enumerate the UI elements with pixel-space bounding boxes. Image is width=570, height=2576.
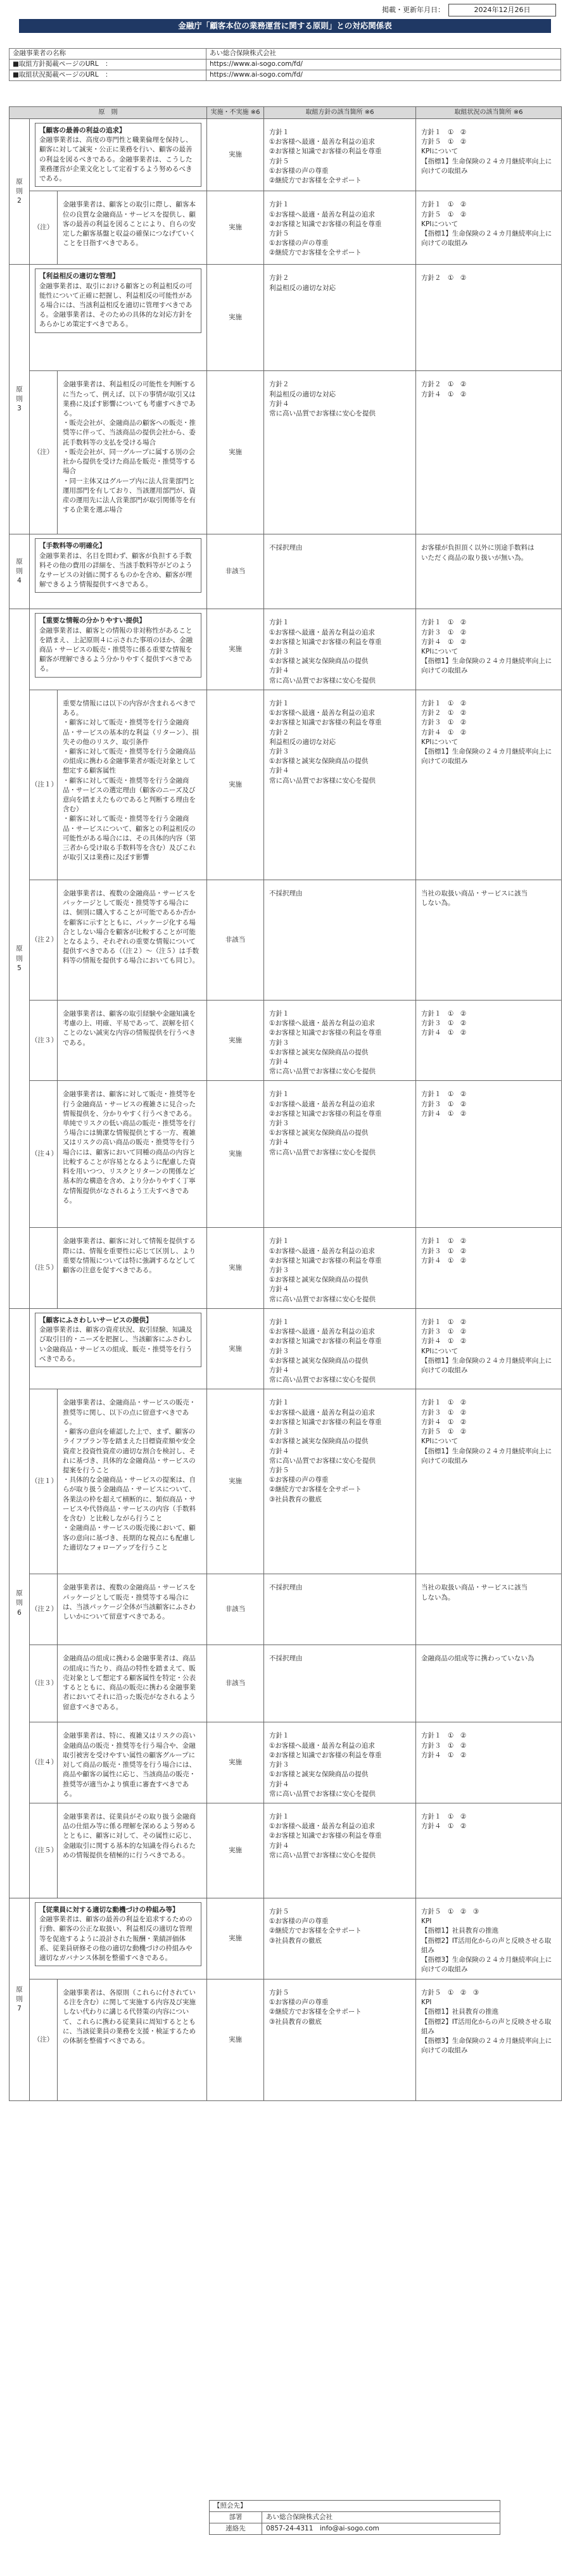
principle-title: 【顧客の最善の利益の追求】: [39, 127, 126, 134]
company-info-table: [9, 48, 561, 81]
dept-value: あい総合保険株式会社: [262, 2512, 500, 2523]
principle-box: [35, 538, 201, 593]
status-reference: 方針１ ① ② 方針３ ① ② 方針４ ① ② KPIについて 【指標1】生命保険の２４カ月継続率向上に向けての取組み: [416, 1308, 562, 1389]
policy-reference: 不採択理由: [264, 880, 416, 1000]
principles-table: [9, 106, 562, 2101]
note-text: 金融事業者は、顧客との取引に際し、顧客本位の良質な金融商品・サービスを提供し、顧客の最善の利益を図ることにより、自らの安定した顧客基盤と収益の確保につなげていくことを目指すべきである。: [58, 191, 207, 265]
principle-body-cell: [30, 609, 207, 690]
principle-row: [10, 371, 562, 534]
note-label: （注１）: [30, 1389, 58, 1574]
header-implementation: 実施・不実施 ※6: [207, 107, 264, 119]
contact-table: [209, 2500, 500, 2535]
principle-row: [10, 880, 562, 1000]
policy-reference: 不採択理由: [264, 1574, 416, 1645]
policy-reference: 不採択理由: [264, 534, 416, 609]
status-reference: 方針１ ① ② 方針３ ① ② 方針４ ① ②: [416, 1228, 562, 1309]
principle-row: [10, 191, 562, 265]
status-reference: 方針１ ① ② 方針５ ① ② KPIについて 【指標1】生命保険の２４カ月継続率向上に向けての取組み: [416, 191, 562, 265]
contact-label: 連絡先: [210, 2523, 262, 2535]
note-text: 金融事業者は、金融商品・サービスの販売・推奨等に関し、以下の点に留意すべきである。 ・顧客の意向を確認した上で、まず、顧客のライフプラン等を踏まえた目標資産額や安全資産と投資性資産の適切な割合を検討し、それに基づき、具体的な金融商品・サービスの提案を行うこと ・具体的な金融商品・サービスの提案は、自らが取り扱う金融商品・サービスについて、各業法の枠を超えて横断的に、類似商品・サービスや代替商品・サービスの内容（手数料を含む）と比較しながら行うこと ・金融商品・サービスの販売後において、顧客の意向に基づき、長期的な視点にも配慮した適切なフォローアップを行うこと: [58, 1389, 207, 1574]
principle-row: [10, 1389, 562, 1574]
implementation-status: 非該当: [207, 1645, 264, 1722]
contact-heading: 【照会先】: [210, 2501, 500, 2512]
principle-box: [35, 123, 201, 187]
implementation-status: 実施: [207, 1898, 264, 1979]
implementation-status: 実施: [207, 119, 264, 191]
note-text: 金融事業者は、従業員がその取り扱う金融商品の仕組み等に係る理解を深めるよう努めるとともに、顧客に対して、その属性に応じ、金融取引に関する基本的な知識を得られるための情報提供を積極的に行うべきである。: [58, 1803, 207, 1898]
note-label: （注４）: [30, 1081, 58, 1228]
status-reference: 方針１ ① ② 方針３ ① ② 方針４ ① ②: [416, 1081, 562, 1228]
principle-row: [10, 1228, 562, 1309]
policy-reference: 不採択理由: [264, 1645, 416, 1722]
note-text: 金融事業者は、特に、複雑又はリスクの高い金融商品の販売・推奨等を行う場合や、金融取引被害を受けやすい属性の顧客グループに対して商品の販売・推奨等を行う場合には、商品や顧客の属性に応じ、当該商品の販売・推奨等が適当かより慎重に審査すべきである。: [58, 1722, 207, 1803]
policy-url-label: ■取組方針掲載ページのURL ：: [10, 60, 206, 70]
status-reference: 金融商品の組成等に携わっていない為: [416, 1645, 562, 1722]
policy-reference: 方針２ 利益相反の適切な対応: [264, 265, 416, 371]
policy-reference: 方針１ ①お客様へ最適・最善な利益の追求 ②お客様と知識でお客様の利益を尊重 方針５ ①お客様の声の尊重 ②継続方でお客様を全サポート: [264, 191, 416, 265]
implementation-status: 実施: [207, 609, 264, 690]
principle-row: [10, 690, 562, 880]
note-text: 金融事業者は、複数の金融商品・サービスをパッケージとして販売・推奨等する場合には、個別に購入することが可能であるか否かを顧客に示すとともに、パッケージ化する場合としない場合を顧客が比較することが可能となるよう、それぞれの重要な情報について提供すべきである（（注２）～（注５）は手数料等の情報を提供する場合においても同じ）。: [58, 880, 207, 1000]
policy-reference: 方針１ ①お客様へ最適・最善な利益の追求 ②お客様と知識でお客様の利益を尊重 方針３ ①お客様と誠実な保険商品の提供 方針４ 常に高い品質でお客様に安心を提供: [264, 1722, 416, 1803]
principle-row: [10, 1574, 562, 1645]
principle-row: [10, 534, 562, 609]
implementation-status: 非該当: [207, 534, 264, 609]
status-reference: 方針１ ① ② 方針３ ① ② 方針４ ① ② 方針５ ① ② KPIについて 【指標1】生命保険の２４カ月継続率向上に向けての取組み: [416, 1389, 562, 1574]
status-reference: 方針１ ① ② 方針３ ① ② 方針４ ① ②: [416, 1722, 562, 1803]
implementation-status: 実施: [207, 265, 264, 371]
principle-row: [10, 1308, 562, 1389]
principle-row: [10, 265, 562, 371]
principle-row: [10, 1081, 562, 1228]
principle-row: [10, 1803, 562, 1898]
policy-reference: 方針１ ①お客様へ最適・最善な利益の追求 ②お客様と知識でお客様の利益を尊重 方針４ 常に高い品質でお客様に安心を提供: [264, 1803, 416, 1898]
implementation-status: 非該当: [207, 880, 264, 1000]
note-text: 金融事業者は、複数の金融商品・サービスをパッケージとして販売・推奨等する場合には、当該パッケージ全体が当該顧客にふさわしいかについて留意すべきである。: [58, 1574, 207, 1645]
status-url-label: ■取組状況掲載ページのURL ：: [10, 70, 206, 81]
principle-box: [35, 1313, 201, 1367]
note-label: （注）: [30, 371, 58, 534]
note-label: （注３）: [30, 1645, 58, 1722]
principle-title: 【重要な情報の分かりやすい提供】: [39, 617, 146, 625]
principle-box: [35, 613, 201, 677]
note-label: （注１）: [30, 690, 58, 880]
implementation-status: 実施: [207, 371, 264, 534]
status-reference: お客様が負担頂く以外に別途手数料は いただく商品の取り扱いが無い為。: [416, 534, 562, 609]
principle-text: 金融事業者は、高度の専門性と職業倫理を保持し、顧客に対して誠実・公正に業務を行い、顧客の最善の利益を図るべきである。金融事業者は、こうした業務運営が企業文化として定着するよう努めるべきである。: [39, 136, 193, 183]
principle-body-cell: [30, 265, 207, 371]
principle-body-cell: [30, 1898, 207, 1979]
policy-reference: 方針１ ①お客様へ最適・最善な利益の追求 ②お客様と知識でお客様の利益を尊重 方針５ ①お客様の声の尊重 ②継続方でお客様を全サポート: [264, 119, 416, 191]
principle-title: 【従業員に対する適切な動機づけの枠組み等】: [39, 1905, 179, 1914]
note-text: 金融事業者は、顧客に対して販売・推奨等を行う金融商品・サービスの複雑さに見合った情報提供を、分かりやすく行うべきである。単純でリスクの低い商品の販売・推奨等を行う場合には簡潔な情報提供とする一方、複雑又はリスクの高い商品の販売・推奨等を行う場合には、顧客において同種の商品の内容と比較することが容易となるように配慮した資料を用いつつ、リスクとリターンの関係など基本的な構造を含め、より分かりやすく丁寧な情報提供がなされるよう工夫すべきである。: [58, 1081, 207, 1228]
principle-text: 金融事業者は、顧客の資産状況、取引経験、知識及び取引目的・ニーズを把握し、当該顧客にふさわしい金融商品・サービスの組成、販売・推奨等を行うべきである。: [39, 1326, 193, 1363]
note-text: 金融事業者は、顧客に対して情報を提供する際には、情報を重要性に応じて区別し、より重要な情報については特に強調するなどして顧客の注意を促すべきである。: [58, 1228, 207, 1309]
header-policy: 取組方針の該当箇所 ※6: [264, 107, 416, 119]
implementation-status: 非該当: [207, 1574, 264, 1645]
implementation-status: 実施: [207, 1722, 264, 1803]
published-label: 掲載・更新年月日：: [382, 6, 445, 14]
principle-title: 【顧客にふさわしいサービスの提供】: [39, 1316, 153, 1324]
status-reference: 方針５ ① ② ③ KPI 【指標1】社員教育の推進 【指標2】IT活用化からの声と反映させる取組み 【指標3】生命保険の２４カ月継続率向上に向けての取組み: [416, 1979, 562, 2100]
publication-date: [382, 4, 556, 16]
note-text: 金融商品の組成に携わる金融事業者は、商品の組成に当たり、商品の特性を踏まえて、販売対象として想定する顧客属性を特定・公表するとともに、商品の販売に携わる金融事業者においてそれに沿った販売がなされるよう留意すべきである。: [58, 1645, 207, 1722]
status-reference: 方針２ ① ②: [416, 265, 562, 371]
status-reference: 方針２ ① ② 方針４ ① ②: [416, 371, 562, 534]
policy-reference: 方針１ ①お客様へ最適・最善な利益の追求 ②お客様と知識でお客様の利益を尊重 方針３ ①お客様と誠実な保険商品の提供 方針４ 常に高い品質でお客様に安心を提供 方針５ ①お客様の声の尊重 ②継続方でお客様を全サポート ③社員教育の徹底: [264, 1389, 416, 1574]
principle-body-cell: [30, 534, 207, 609]
status-reference: 当社の取扱い商品・サービスに該当 しない為。: [416, 1574, 562, 1645]
policy-reference: 方針１ ①お客様へ最適・最善な利益の追求 ②お客様と知識でお客様の利益を尊重 方針３ ①お客様と誠実な保険商品の提供 方針４ 常に高い品質でお客様に安心を提供: [264, 1308, 416, 1389]
status-reference: 方針５ ① ② ③ KPI 【指標1】社員教育の推進 【指標2】IT活用化からの声と反映させる取組み 【指標3】生命保険の２４カ月継続率向上に向けての取組み: [416, 1898, 562, 1979]
note-label: （注２）: [30, 1574, 58, 1645]
note-label: （注）: [30, 191, 58, 265]
principle-box: [35, 268, 201, 332]
policy-reference: 方針１ ①お客様へ最適・最善な利益の追求 ②お客様と知識でお客様の利益を尊重 方針３ ①お客様と誠実な保険商品の提供 方針４ 常に高い品質でお客様に安心を提供: [264, 1000, 416, 1081]
implementation-status: 実施: [207, 1000, 264, 1081]
implementation-status: 実施: [207, 1081, 264, 1228]
policy-reference: 方針１ ①お客様へ最適・最善な利益の追求 ②お客様と知識でお客様の利益を尊重 方針３ ①お客様と誠実な保険商品の提供 方針４ 常に高い品質でお客様に安心を提供: [264, 1228, 416, 1309]
principle-text: 金融事業者は、取引における顧客との利益相反の可能性について正確に把握し、利益相反の可能性がある場合には、当該利益相反を適切に管理すべきである。金融事業者は、そのための具体的な対応方針をあらかじめ策定すべきである。: [39, 282, 193, 329]
policy-reference: 方針５ ①お客様の声の尊重 ②継続方でお客様を全サポート ③社員教育の徹底: [264, 1898, 416, 1979]
note-text: 金融事業者は、顧客の取引経験や金融知識を考慮の上、明確、平易であって、誤解を招くことのない誠実な内容の情報提供を行うべきである。: [58, 1000, 207, 1081]
principle-row: [10, 609, 562, 690]
principle-text: 金融事業者は、顧客との情報の非対称性があることを踏まえ、上記原則４に示された事項のほか、金融商品・サービスの販売・推奨等に係る重要な情報を顧客が理解できるよう分かりやすく提供すべきである。: [39, 626, 193, 673]
implementation-status: 実施: [207, 690, 264, 880]
principle-text: 金融事業者は、名目を問わず、顧客が負担する手数料その他の費用の詳細を、当該手数料等がどのようなサービスの対価に関するものかを含め、顧客が理解できるよう情報提供すべきである。: [39, 552, 193, 589]
status-reference: 当社の取扱い商品・サービスに該当 しない為。: [416, 880, 562, 1000]
header-status: 取組状況の該当箇所 ※6: [416, 107, 562, 119]
status-reference: 方針１ ① ② 方針４ ① ②: [416, 1803, 562, 1898]
principle-text: 金融事業者は、顧客の最善の利益を追求するための行動、顧客の公正な取扱い、利益相反の適切な管理等を促進するように設計された報酬・業績評価体系、従業員研修その他の適切な動機づけの枠組みや適切なガバナンス体制を整備すべきである。: [39, 1916, 193, 1962]
status-url-value[interactable]: https://www.ai-sogo.com/fd/: [206, 70, 561, 81]
principle-row: [10, 1979, 562, 2100]
principle-row: [10, 1898, 562, 1979]
principle-body-cell: [30, 119, 207, 191]
company-value: あい総合保険株式会社: [206, 49, 561, 60]
principle-title: 【利益相反の適切な管理】: [39, 272, 119, 281]
status-reference: 方針１ ① ② 方針２ ① ② 方針３ ① ② 方針４ ① ② KPIについて 【指標1】生命保険の２４カ月継続率向上に向けての取組み: [416, 690, 562, 880]
principle-body-cell: [30, 1308, 207, 1389]
implementation-status: 実施: [207, 1228, 264, 1309]
principle-number: 原則 5: [10, 609, 30, 1309]
policy-reference: 方針５ ①お客様の声の尊重 ②継続方でお客様を全サポート ③社員教育の徹底: [264, 1979, 416, 2100]
page-title: 金融庁「顧客本位の業務運営に関する原則」との対応関係表: [19, 19, 551, 33]
principle-number: 原則 4: [10, 534, 30, 609]
note-label: （注３）: [30, 1000, 58, 1081]
principle-row: [10, 1000, 562, 1081]
implementation-status: 実施: [207, 1979, 264, 2100]
note-label: （注）: [30, 1979, 58, 2100]
principle-number: 原則 3: [10, 265, 30, 534]
company-label: 金融事業者の名称: [10, 49, 206, 60]
dept-label: 部署: [210, 2512, 262, 2523]
note-text: 重要な情報には以下の内容が含まれるべきである。 ・顧客に対して販売・推奨等を行う金融商品・サービスの基本的な利益（リターン）、損失その他のリスク、取引条件 ・顧客に対して販売・推奨等を行う金融商品の組成に携わる金融事業者が販売対象として想定する顧客属性 ・顧客に対して販売・推奨等を行う金融商品・サービスの選定理由（顧客のニーズ及び意向を踏まえたものであると判断する理由を含む） ・顧客に対して販売・推奨等を行う金融商品・サービスについて、顧客との利益相反の可能性がある場合には、その具体的内容（第三者から受け取る手数料等を含む）及びこれが取引又は業務に及ぼす影響: [58, 690, 207, 880]
policy-url-value[interactable]: https://www.ai-sogo.com/fd/: [206, 60, 561, 70]
implementation-status: 実施: [207, 191, 264, 265]
status-reference: 方針１ ① ② 方針３ ① ② 方針４ ① ② KPIについて 【指標1】生命保険の２４カ月継続率向上に向けての取組み: [416, 609, 562, 690]
table-header-row: [10, 107, 562, 119]
policy-reference: 方針１ ①お客様へ最適・最善な利益の追求 ②お客様と知識でお客様の利益を尊重 方針２ 利益相反の適切な対応 方針３ ①お客様と誠実な保険商品の提供 方針４ 常に高い品質でお客様に安心を提供: [264, 690, 416, 880]
principle-title: 【手数料等の明確化】: [39, 542, 106, 550]
implementation-status: 実施: [207, 1308, 264, 1389]
principle-row: [10, 119, 562, 191]
note-label: （注５）: [30, 1228, 58, 1309]
published-date: 2024年12月26日: [448, 4, 556, 16]
note-text: 金融事業者は、利益相反の可能性を判断するに当たって、例えば、以下の事情が取引又は業務に及ぼす影響についても考慮すべきである。 ・販売会社が、金融商品の顧客への販売・推奨等に伴って、当該商品の提供会社から、委託手数料等の支払を受ける場合 ・販売会社が、同一グループに属する別の会社から提供を受けた商品を販売・推奨等する場合 ・同一主体又はグループ内に法人営業部門と運用部門を有しており、当該運用部門が、資産の運用先に法人営業部門が取引関係等を有する企業を選ぶ場合: [58, 371, 207, 534]
policy-reference: 方針１ ①お客様へ最適・最善な利益の追求 ②お客様と知識でお客様の利益を尊重 方針３ ①お客様と誠実な保険商品の提供 方針４ 常に高い品質でお客様に安心を提供: [264, 609, 416, 690]
principle-number: 原則 7: [10, 1898, 30, 2100]
contact-value[interactable]: 0857-24-4311 info@ai-sogo.com: [262, 2523, 500, 2535]
principle-row: [10, 1722, 562, 1803]
implementation-status: 実施: [207, 1389, 264, 1574]
note-label: （注５）: [30, 1803, 58, 1898]
status-reference: 方針１ ① ② 方針３ ① ② 方針４ ① ②: [416, 1000, 562, 1081]
note-label: （注２）: [30, 880, 58, 1000]
note-label: （注４）: [30, 1722, 58, 1803]
principle-number: 原則 6: [10, 1308, 30, 1898]
header-principle: 原 則: [10, 107, 207, 119]
principle-number: 原則 2: [10, 119, 30, 265]
implementation-status: 実施: [207, 1803, 264, 1898]
policy-reference: 方針２ 利益相反の適切な対応 方針４ 常に高い品質でお客様に安心を提供: [264, 371, 416, 534]
policy-reference: 方針１ ①お客様へ最適・最善な利益の追求 ②お客様と知識でお客様の利益を尊重 方針３ ①お客様と誠実な保険商品の提供 方針４ 常に高い品質でお客様に安心を提供: [264, 1081, 416, 1228]
principle-box: [35, 1902, 201, 1966]
principle-row: [10, 1645, 562, 1722]
note-text: 金融事業者は、各原則（これらに付されている注を含む）に関して実施する内容及び実施しない代わりに講じる代替策の内容について、これらに携わる従業員に周知するとともに、当該従業員の業務を支援・検証するための体制を整備すべきである。: [58, 1979, 207, 2100]
status-reference: 方針１ ① ② 方針５ ① ② KPIについて 【指標1】生命保険の２４カ月継続率向上に向けての取組み: [416, 119, 562, 191]
